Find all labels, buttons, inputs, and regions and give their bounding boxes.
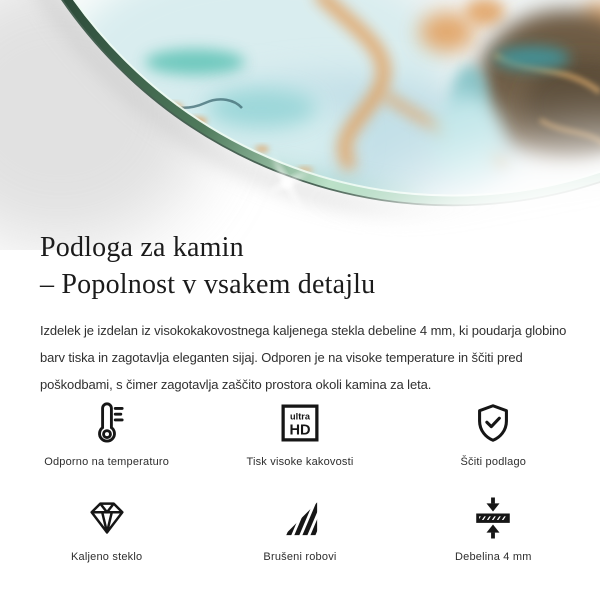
thickness-icon <box>470 495 516 541</box>
thermometer-icon <box>84 400 130 446</box>
feature-thickness <box>397 495 590 564</box>
page-title-line2: – Popolnost v vsakem detajlu <box>40 269 376 300</box>
feature-beveled-edges <box>203 495 396 564</box>
feature-protection <box>397 400 590 469</box>
shield-check-icon <box>470 400 516 446</box>
product-description-text: Izdelek je izdelan iz visokokakovostnega kaljenega stekla debeline 4 mm, ki poudarja globino barv tiska in zagotavlja eleganten sijaj. Odporen je na visoke temperature in ščiti pred poškodbami, s čimer zagotavlja zaščito prostora okoli kamina za leta. <box>40 323 567 392</box>
diamond-icon <box>84 495 130 541</box>
feature-label: Odporno na temperaturo <box>44 456 170 468</box>
svg-text:ultra: ultra <box>290 411 310 422</box>
svg-text:HD: HD <box>289 422 311 439</box>
feature-tempered-glass <box>10 495 203 564</box>
feature-print-quality <box>203 400 396 469</box>
page-title-line1: Podloga za kamin <box>40 232 244 263</box>
features-grid <box>10 400 590 564</box>
page-title <box>40 229 567 303</box>
feature-label: Kaljeno steklo <box>71 551 143 563</box>
feature-label: Tisk visoke kakovosti <box>246 456 354 468</box>
feature-temperature <box>10 400 203 469</box>
glass-disc-illustration <box>0 0 600 250</box>
product-image <box>0 0 600 250</box>
feature-label: Debelina 4 mm <box>455 551 532 563</box>
feature-label: Ščiti podlago <box>460 456 527 468</box>
feature-label: Brušeni robovi <box>263 551 337 563</box>
product-description-section <box>40 229 567 398</box>
beveled-edges-icon <box>277 495 323 541</box>
ultra-hd-icon <box>277 400 323 446</box>
